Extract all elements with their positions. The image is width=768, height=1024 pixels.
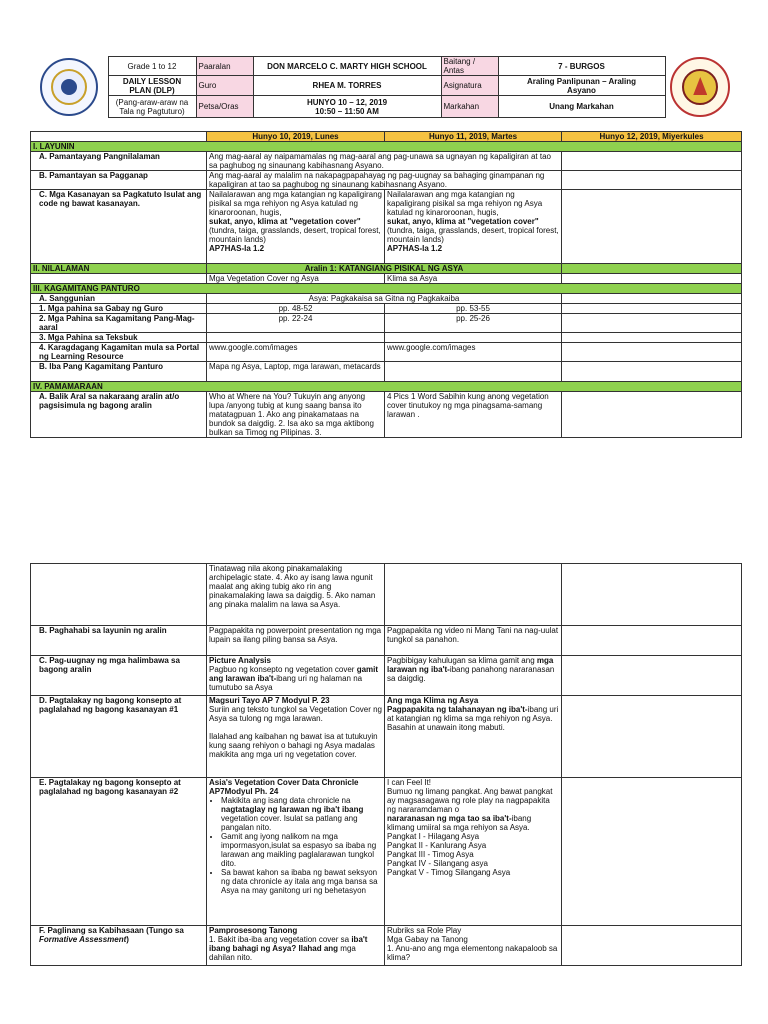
lr-portal-tue: www.google.com/images bbox=[385, 343, 562, 362]
day-header-mon: Hunyo 10, 2019, Lunes bbox=[207, 132, 385, 142]
row-label-pamantayan-sa-pagganap: B. Pamantayan sa Pagganap bbox=[31, 171, 207, 190]
markahan-label: Markahan bbox=[441, 96, 498, 118]
asignatura-label: Asignatura bbox=[441, 76, 498, 96]
competency-mon: Nailalarawan ang mga katangian ng kapaligirang pisikal sa mga rehiyon ng Asya katulad ng kinaroroonan, hugis, sukat, anyo, klima at "vegetation cover" (tundra, taiga, grasslands, desert, tropical forest, mountain lands) AP7HAS-Ia 1.2 bbox=[207, 190, 385, 264]
pag-uugnay-mon: Picture Analysis Pagbuo ng konsepto ng vegetation cover gamit ang larawan iba't-ibang uri ng halaman na tumutubo sa Asya bbox=[207, 656, 385, 696]
lesson-table-1 bbox=[30, 131, 742, 438]
paghahabi-tue: Pagpapakita ng video ni Mang Tani na nag-uulat tungkol sa panahon. bbox=[385, 626, 562, 656]
group-2: Pangkat II - Kanlurang Asya bbox=[387, 841, 487, 850]
lr-portal-mon: www.google.com/images bbox=[207, 343, 385, 362]
paglinang-mon: Pamprosesong Tanong 1. Bakit iba-iba ang vegetation cover sa iba't ibang bahagi ng Asya? Ilahad ang mga dahilan nito. bbox=[207, 926, 385, 966]
aralin-title: Aralin 1: KATANGIANG PISIKAL NG ASYA bbox=[207, 264, 562, 274]
mag-aaral-mon: pp. 22-24 bbox=[207, 314, 385, 333]
guro-label: Guro bbox=[196, 76, 253, 96]
baitang-label: Baitang / Antas bbox=[441, 57, 498, 76]
chronicle-step-1: • Makikita ang isang data chronicle na nagtataglay ng larawan ng iba't ibang vegetation cover. Isulat sa patlang ang pangalan nito. bbox=[221, 796, 382, 832]
row-label-paglinang: F. Paglinang sa Kabihasaan (Tungo sa Formative Assessment) bbox=[31, 926, 207, 966]
section-nilalaman: II. NILALAMAN bbox=[31, 264, 207, 274]
row-label-sanggunian: A. Sanggunian bbox=[31, 294, 207, 304]
row-label-balik-aral: A. Balik Aral sa nakaraang aralin at/o pagsisimula ng bagong aralin bbox=[31, 392, 207, 438]
petsa-label: Petsa/Oras bbox=[196, 96, 253, 118]
other-materials-mon: Mapa ng Asya, Laptop, mga larawan, metacards bbox=[207, 362, 385, 382]
pag-uugnay-tue: Pagbibigay kahulugan sa klima gamit ang mga larawan ng iba't-ibang panahong nararanasan sa daigdig. bbox=[385, 656, 562, 696]
subject-value: Araling Panlipunan – Araling Asyano bbox=[498, 76, 665, 96]
topic-tue: Klima sa Asya bbox=[385, 274, 562, 284]
paaralan-label: Paaralan bbox=[196, 57, 253, 76]
chronicle-step-3: • Sa bawat kahon sa ibaba ng bawat seksyon ng data chronicle ay itala ang mga bansa sa Asya na may ganitong uri ng behetasyon bbox=[221, 868, 382, 895]
paglinang-tue: Rubriks sa Role Play Mga Gabay na Tanong 1. Anu-ano ang mga elementong nakapaloob sa klima? bbox=[385, 926, 562, 966]
row-label-paghahabi: B. Paghahabi sa layunin ng aralin bbox=[31, 626, 207, 656]
header-table bbox=[30, 56, 735, 118]
row-label-learning-resource: 4. Karagdagang Kagamitan mula sa Portal ng Learning Resource bbox=[31, 343, 207, 362]
section-pamamaraan: IV. PAMAMARAAN bbox=[31, 382, 742, 392]
lesson-table-2 bbox=[30, 563, 742, 966]
plan-subtitle: (Pang-araw-araw na Tala ng Pagtuturo) bbox=[108, 96, 196, 118]
reference-book: Asya: Pagkakaisa sa Gitna ng Pagkakaiba bbox=[207, 294, 562, 304]
mag-aaral-tue: pp. 25-26 bbox=[385, 314, 562, 333]
performance-standard: Ang mag-aaral ay malalim na nakapagpapahayag ng pag-uugnay sa bahaging ginampanan ng kapaligiran at tao sa paghubog ng sinaunang kabihasnang Asyano. bbox=[207, 171, 562, 190]
balik-aral-tue: 4 Pics 1 Word Sabihin kung anong vegetation cover tinutukoy ng mga pinagsama-samang larawan . bbox=[385, 392, 562, 438]
group-4: Pangkat IV - Silangang asya bbox=[387, 859, 488, 868]
row-label-pamantayang-pangnilalaman: A. Pamantayang Pangnilalaman bbox=[31, 152, 207, 171]
markahan-value: Unang Markahan bbox=[498, 96, 665, 118]
group-1: Pangkat I - Hilagang Asya bbox=[387, 832, 480, 841]
paghahabi-mon: Pagpapakita ng powerpoint presentation ng mga lupain sa ilang piling bansa sa Asya. bbox=[207, 626, 385, 656]
topic-mon: Mga Vegetation Cover ng Asya bbox=[207, 274, 385, 284]
pagtalakay-2-mon: Asia's Vegetation Cover Data Chronicle AP7Modyul Ph. 24 • Makikita ang isang data chronicle na nagtataglay ng larawan ng iba't ibang vegetation cover. Isulat sa patlang ang pangalan nito. • Gamit ang iyong nalikom na mga impormasyon,isulat sa espasyo sa ibaba ng larawan ang maikling paglalarawan tungkol dito. • Sa bawat kahon sa ibaba ng bawat seksyon ng data chronicle ay itala ang mga bansa sa Asya na may ganitong uri ng behetasyon bbox=[207, 778, 385, 926]
row-label-iba-pang-kagamitan: B. Iba Pang Kagamitang Panturo bbox=[31, 362, 207, 382]
grade-label: Grade 1 to 12 bbox=[108, 57, 196, 76]
group-3: Pangkat III - Timog Asya bbox=[387, 850, 474, 859]
teacher-name: RHEA M. TORRES bbox=[253, 76, 441, 96]
row-label-kagamitang-mag-aaral: 2. Mga Pahina sa Kagamitang Pang-Mag-aaral bbox=[31, 314, 207, 333]
balik-aral-mon: Who at Where na You? Tukuyin ang anyong lupa /anyong tubig at kung saang bansa ito matatagpuan 1. Ako ang pinakamataas na bundok sa daigdig. 2. Isa ako sa mga aktibong bulkan sa Timog ng Pilipinas. 3. bbox=[207, 392, 385, 438]
school-seal-logo bbox=[670, 57, 730, 117]
gabay-guro-tue: pp. 53-55 bbox=[385, 304, 562, 314]
content-standard: Ang mag-aaral ay naipamamalas ng mag-aaral ang pag-unawa sa ugnayan ng kapaligiran at tao sa paghubog ng sinaunang kabihasnang Asyano. bbox=[207, 152, 562, 171]
baitang-value: 7 - BURGOS bbox=[498, 57, 665, 76]
row-label-teksbuk: 3. Mga Pahina sa Teksbuk bbox=[31, 333, 207, 343]
section-layunin: I. LAYUNIN bbox=[31, 142, 742, 152]
school-name: DON MARCELO C. MARTY HIGH SCHOOL bbox=[253, 57, 441, 76]
deped-seal-logo bbox=[40, 58, 98, 116]
pagtalakay-1-mon: Magsuri Tayo AP 7 Modyul P. 23 Suriin ang teksto tungkol sa Vegetation Cover ng Asya sa tulong ng mga larawan. Ilalahad ang kaibahan ng bawat isa at tutukuyin kung saang rehiyon o bahagi ng Asya madalas makikita ang mga uri ng vegetation cover. bbox=[207, 696, 385, 778]
row-label-pagtalakay-2: E. Pagtalakay ng bagong konsepto at paglalahad ng bagong kasanayan #2 bbox=[31, 778, 207, 926]
row-label-pag-uugnay: C. Pag-uugnay ng mga halimbawa sa bagong aralin bbox=[31, 656, 207, 696]
day-header-tue: Hunyo 11, 2019, Martes bbox=[385, 132, 562, 142]
row-label-kasanayan: C. Mga Kasanayan sa Pagkatuto Isulat ang code ng bawat kasanayan. bbox=[31, 190, 207, 264]
pagtalakay-1-tue: Ang mga Klima ng Asya Pagpapakita ng talahanayan ng iba't-ibang uri at katangian ng klima sa mga rehiyon ng Asya. Basahin at unawain itong mabuti. bbox=[385, 696, 562, 778]
balik-aral-mon-cont: Tinatawag nila akong pinakamalaking archipelagic state. 4. Ako ay isang lawa ngunit maalat ang aking tubig ako rin ang pinakamalaking lawa sa daigdig. 5. Ako naman ang pinaka malalim na lawa sa Asya. bbox=[207, 564, 385, 626]
plan-title: DAILY LESSON PLAN (DLP) bbox=[108, 76, 196, 96]
date-time-value: HUNYO 10 – 12, 2019 10:50 – 11:50 AM bbox=[253, 96, 441, 118]
row-label-gabay-guro: 1. Mga pahina sa Gabay ng Guro bbox=[31, 304, 207, 314]
gabay-guro-mon: pp. 48-52 bbox=[207, 304, 385, 314]
chronicle-step-2: • Gamit ang iyong nalikom na mga impormasyon,isulat sa espasyo sa ibaba ng larawan ang maikling paglalarawan tungkol dito. bbox=[221, 832, 382, 868]
pagtalakay-2-tue: I can Feel It! Bumuo ng limang pangkat. Ang bawat pangkat ay magsasagawa ng role play na nagpapakita ng nararamdaman o nararanasan ng mga tao sa iba't-ibang klimang umiiral sa mga rehiyon sa Asya. Pangkat I - Hilagang Asya Pangkat II - Kanlurang Asya Pangkat III - Timog Asya Pangkat IV - Silangang asya Pangkat V - Timog Silangang Asya bbox=[385, 778, 562, 926]
row-label-pagtalakay-1: D. Pagtalakay ng bagong konsepto at paglalahad ng bagong kasanayan #1 bbox=[31, 696, 207, 778]
section-kagamitan: III. KAGAMITANG PANTURO bbox=[31, 284, 742, 294]
group-5: Pangkat V - Timog Silangang Asya bbox=[387, 868, 511, 877]
competency-tue: Nailalarawan ang mga katangian ng kapaligirang pisikal sa mga rehiyon ng Asya katulad ng kinaroroonan, hugis, sukat, anyo, klima at "vegetation cover" (tundra, taiga, grasslands, desert, tropical forest, mountain lands) AP7HAS-Ia 1.2 bbox=[385, 190, 562, 264]
day-header-wed: Hunyo 12, 2019, Miyerkules bbox=[562, 132, 742, 142]
